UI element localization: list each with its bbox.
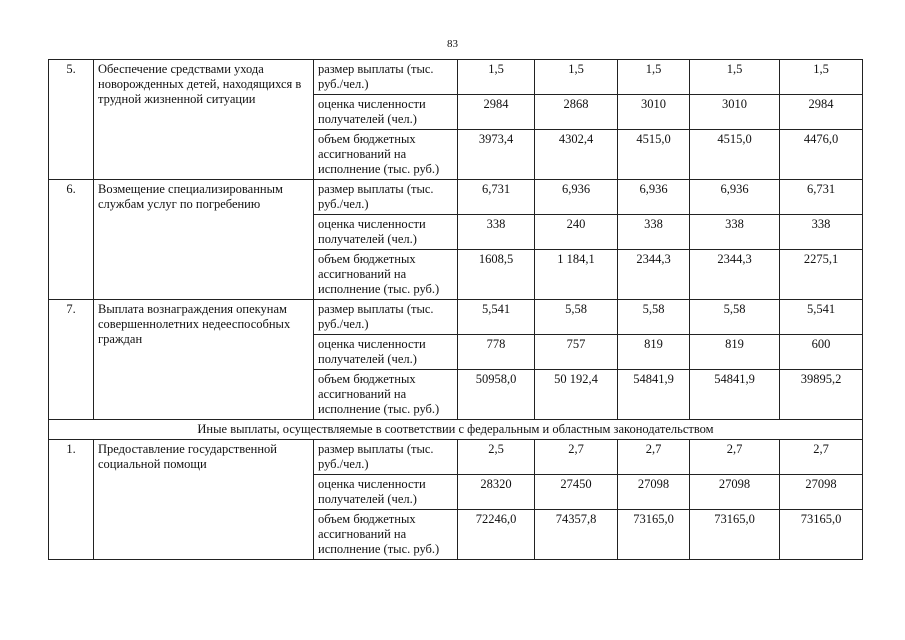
item-description: Выплата вознаграждения опекунам совершеннолетних недееспособных граждан — [94, 300, 314, 420]
value-cell: 338 — [618, 215, 690, 250]
value-cell: 27450 — [535, 475, 618, 510]
item-number: 6. — [49, 180, 94, 300]
param-label: объем бюджетных ассигнований на исполнение (тыс. руб.) — [314, 370, 458, 420]
param-label: объем бюджетных ассигнований на исполнение (тыс. руб.) — [314, 250, 458, 300]
value-cell: 5,541 — [780, 300, 863, 335]
table-row — [49, 440, 863, 475]
value-cell: 1,5 — [618, 60, 690, 95]
value-cell: 27098 — [780, 475, 863, 510]
value-cell: 600 — [780, 335, 863, 370]
value-cell: 74357,8 — [535, 510, 618, 560]
param-label: размер выплаты (тыс. руб./чел.) — [314, 300, 458, 335]
item-description: Возмещение специализированным службам услуг по погребению — [94, 180, 314, 300]
value-cell: 338 — [458, 215, 535, 250]
value-cell: 4515,0 — [690, 130, 780, 180]
param-label: оценка численности получателей (чел.) — [314, 335, 458, 370]
value-cell: 50958,0 — [458, 370, 535, 420]
value-cell: 4515,0 — [618, 130, 690, 180]
value-cell: 72246,0 — [458, 510, 535, 560]
value-cell: 1608,5 — [458, 250, 535, 300]
value-cell: 2275,1 — [780, 250, 863, 300]
value-cell: 2984 — [458, 95, 535, 130]
value-cell: 73165,0 — [690, 510, 780, 560]
value-cell: 5,58 — [690, 300, 780, 335]
value-cell: 6,936 — [535, 180, 618, 215]
item-number: 5. — [49, 60, 94, 180]
item-description: Предоставление государственной социальной помощи — [94, 440, 314, 560]
value-cell: 6,936 — [690, 180, 780, 215]
value-cell: 5,541 — [458, 300, 535, 335]
value-cell: 2,7 — [535, 440, 618, 475]
item-number: 1. — [49, 440, 94, 560]
param-label: оценка численности получателей (чел.) — [314, 95, 458, 130]
param-label: оценка численности получателей (чел.) — [314, 475, 458, 510]
value-cell: 6,936 — [618, 180, 690, 215]
param-label: размер выплаты (тыс. руб./чел.) — [314, 440, 458, 475]
value-cell: 2868 — [535, 95, 618, 130]
value-cell: 73165,0 — [780, 510, 863, 560]
payments-table — [48, 59, 863, 560]
value-cell: 3010 — [618, 95, 690, 130]
value-cell: 54841,9 — [690, 370, 780, 420]
value-cell: 1,5 — [535, 60, 618, 95]
value-cell: 50 192,4 — [535, 370, 618, 420]
param-label: объем бюджетных ассигнований на исполнение (тыс. руб.) — [314, 510, 458, 560]
section-header-row — [49, 420, 863, 440]
value-cell: 338 — [780, 215, 863, 250]
value-cell: 27098 — [618, 475, 690, 510]
value-cell: 3010 — [690, 95, 780, 130]
value-cell: 2984 — [780, 95, 863, 130]
value-cell: 819 — [618, 335, 690, 370]
value-cell: 4476,0 — [780, 130, 863, 180]
value-cell: 1,5 — [780, 60, 863, 95]
value-cell: 6,731 — [780, 180, 863, 215]
value-cell: 778 — [458, 335, 535, 370]
value-cell: 6,731 — [458, 180, 535, 215]
param-label: размер выплаты (тыс. руб./чел.) — [314, 60, 458, 95]
page-number: 83 — [447, 38, 458, 50]
value-cell: 1,5 — [458, 60, 535, 95]
value-cell: 3973,4 — [458, 130, 535, 180]
value-cell: 5,58 — [535, 300, 618, 335]
item-description: Обеспечение средствами ухода новорожденных детей, находящихся в трудной жизненной ситуации — [94, 60, 314, 180]
value-cell: 2,7 — [690, 440, 780, 475]
param-label: размер выплаты (тыс. руб./чел.) — [314, 180, 458, 215]
value-cell: 1 184,1 — [535, 250, 618, 300]
value-cell: 757 — [535, 335, 618, 370]
value-cell: 2,5 — [458, 440, 535, 475]
value-cell: 2,7 — [618, 440, 690, 475]
value-cell: 54841,9 — [618, 370, 690, 420]
value-cell: 28320 — [458, 475, 535, 510]
table-row — [49, 180, 863, 215]
value-cell: 5,58 — [618, 300, 690, 335]
section-header: Иные выплаты, осуществляемые в соответствии с федеральным и областным законодательством — [49, 420, 863, 440]
table-row — [49, 60, 863, 95]
value-cell: 2,7 — [780, 440, 863, 475]
value-cell: 73165,0 — [618, 510, 690, 560]
value-cell: 1,5 — [690, 60, 780, 95]
value-cell: 240 — [535, 215, 618, 250]
param-label: объем бюджетных ассигнований на исполнение (тыс. руб.) — [314, 130, 458, 180]
table-row — [49, 300, 863, 335]
value-cell: 2344,3 — [690, 250, 780, 300]
value-cell: 27098 — [690, 475, 780, 510]
value-cell: 39895,2 — [780, 370, 863, 420]
param-label: оценка численности получателей (чел.) — [314, 215, 458, 250]
value-cell: 338 — [690, 215, 780, 250]
value-cell: 819 — [690, 335, 780, 370]
item-number: 7. — [49, 300, 94, 420]
value-cell: 4302,4 — [535, 130, 618, 180]
value-cell: 2344,3 — [618, 250, 690, 300]
